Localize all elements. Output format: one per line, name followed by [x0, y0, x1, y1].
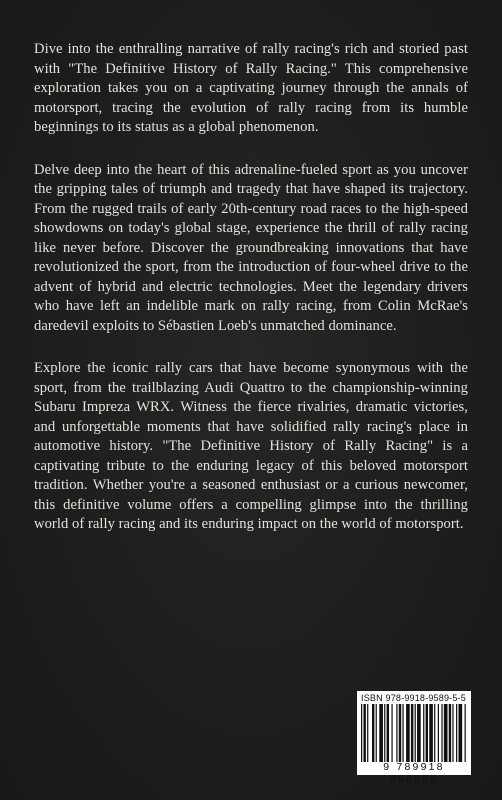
- barcode-bar: [417, 704, 421, 762]
- barcode-bar: [379, 704, 383, 762]
- barcode-bar: [391, 704, 392, 762]
- blurb-paragraph-1: Dive into the enthralling narrative of rally racing's rich and storied past with "The Definitive History of Rally Racing." This comprehensive exploration takes you on a captivating journey through the annals of motorsport, tracing the evolution of rally racing from its humble beginnings to its status as a global phenomenon.: [34, 41, 468, 135]
- barcode-bar: [399, 704, 401, 762]
- barcode-bar: [465, 704, 466, 762]
- barcode-bar: [449, 704, 451, 762]
- barcode-bar: [406, 704, 410, 762]
- barcode-bar: [458, 704, 462, 762]
- isbn-barcode: [357, 691, 471, 785]
- blurb-paragraph-3: Explore the iconic rally cars that have become synonymous with the sport, from the trailblazing Audi Quattro to the championship-winning Subaru Impreza WRX. Witness the fierce rivalries, dramatic victories, and unforgettable moments that have solidified rally racing's place in automotive history. "The Definitive History of Rally Racing" is a captivating tribute to the enduring legacy of this beloved motorsport tradition. Whether you're a seasoned enthusiast or a curious newcomer, this definitive volume offers a compelling glimpse into the thrilling world of rally racing and its enduring impact on the world of motorsport.: [34, 360, 468, 532]
- isbn-label: ISBN 978-9918-9589-5-5: [361, 693, 466, 703]
- barcode-bar: [456, 704, 457, 762]
- barcode-bar: [444, 704, 448, 762]
- barcode-bar: [438, 704, 439, 762]
- barcode-bar: [415, 704, 416, 762]
- barcode-bar: [402, 704, 403, 762]
- barcode-bar: [387, 704, 389, 762]
- barcode-bar: [384, 704, 385, 762]
- barcode-bar: [452, 704, 453, 762]
- barcode-bar: [376, 704, 377, 762]
- barcode-bar: [363, 704, 365, 762]
- barcode-bar: [372, 704, 374, 762]
- barcode-bar: [411, 704, 413, 762]
- barcode-bar: [426, 704, 428, 762]
- barcode-bar: [434, 704, 435, 762]
- barcode-bar: [361, 704, 362, 762]
- barcode-bar: [423, 704, 424, 762]
- barcode-bar: [429, 704, 433, 762]
- barcode-bar: [441, 704, 442, 762]
- isbn-digits: 9 789918 958955: [383, 761, 445, 785]
- barcode-bar: [367, 704, 368, 762]
- blurb-paragraph-2: Delve deep into the heart of this adrenaline-fueled sport as you uncover the gripping tales of triumph and tragedy that have shaped its trajectory. From the rugged trails of early 20th-century road races to the high-speed showdowns on today's global stage, experience the thrill of rally racing like never before. Discover the groundbreaking innovations that have revolutionized the sport, from the introduction of four-wheel drive to the advent of hybrid and electric technologies. Meet the legendary drivers who have left an indelible mark on rally racing, from Colin McRae's daredevil exploits to Sébastien Loeb's unmatched dominance.: [34, 161, 468, 334]
- book-blurb: [34, 40, 468, 558]
- barcode-bar: [396, 704, 397, 762]
- barcode-bars: [361, 704, 467, 762]
